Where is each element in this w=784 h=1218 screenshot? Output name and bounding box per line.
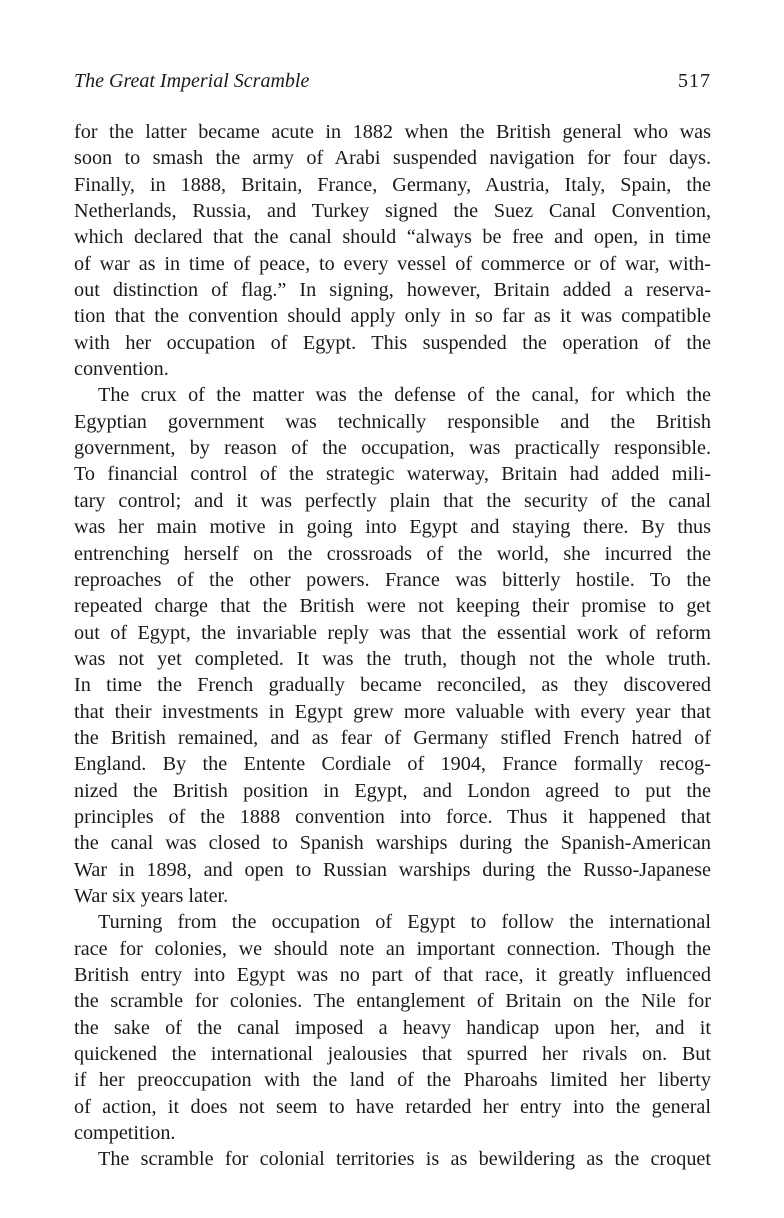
- text-line: with her occupation of Egypt. This suspended the operation of the: [74, 331, 711, 354]
- text-line: competition.: [74, 1122, 176, 1145]
- text-line: repeated charge that the British were not keeping their promise to get: [74, 595, 711, 618]
- paragraph: [74, 119, 711, 382]
- text-line: Netherlands, Russia, and Turkey signed the Suez Canal Convention,: [74, 200, 711, 223]
- text-line: if her preoccupation with the land of the Pharoahs limited her liberty: [74, 1069, 711, 1092]
- text-line: of war as in time of peace, to every vessel of commerce or of war, with-: [74, 252, 711, 275]
- text-line: the British remained, and as fear of Germany stifled French hatred of: [74, 726, 711, 749]
- body-text: [74, 119, 711, 1173]
- text-line: War six years later.: [74, 884, 229, 907]
- running-head: [74, 70, 711, 94]
- text-line: To financial control of the strategic waterway, Britain had added mili-: [74, 463, 711, 486]
- text-line: the sake of the canal imposed a heavy handicap upon her, and it: [74, 1016, 711, 1039]
- running-title: The Great Imperial Scramble: [74, 70, 310, 92]
- text-line: War in 1898, and open to Russian warships during the Russo-Japanese: [74, 858, 711, 881]
- text-line: tary control; and it was perfectly plain that the security of the canal: [74, 489, 711, 512]
- text-line: the scramble for colonies. The entanglement of Britain on the Nile for: [74, 990, 711, 1013]
- text-line: was her main motive in going into Egypt and staying there. By thus: [74, 516, 711, 539]
- text-line: Finally, in 1888, Britain, France, Germany, Austria, Italy, Spain, the: [74, 173, 711, 196]
- text-line: for the latter became acute in 1882 when the British general who was: [74, 121, 711, 143]
- text-line: which declared that the canal should “always be free and open, in time: [74, 226, 711, 249]
- text-line: principles of the 1888 convention into force. Thus it happened that: [74, 805, 711, 828]
- text-line: race for colonies, we should note an important connection. Though the: [74, 937, 711, 960]
- text-line: The crux of the matter was the defense of the canal, for which the: [98, 384, 711, 407]
- text-line: the canal was closed to Spanish warships during the Spanish-American: [74, 832, 711, 855]
- text-line: Turning from the occupation of Egypt to follow the international: [98, 911, 711, 934]
- text-line: out distinction of flag.” In signing, however, Britain added a reserva-: [74, 279, 711, 302]
- text-line: that their investments in Egypt grew more valuable with every year that: [74, 700, 711, 723]
- text-line: was not yet completed. It was the truth, though not the whole truth.: [74, 647, 711, 670]
- text-line: convention.: [74, 358, 169, 381]
- text-line: government, by reason of the occupation, was practically responsible.: [74, 437, 711, 460]
- text-line: reproaches of the other powers. France was bitterly hostile. To the: [74, 568, 711, 591]
- paragraph: [74, 909, 711, 1146]
- text-line: nized the British position in Egypt, and London agreed to put the: [74, 779, 711, 802]
- text-line: tion that the convention should apply only in so far as it was compatible: [74, 305, 711, 328]
- text-line: soon to smash the army of Arabi suspended navigation for four days.: [74, 147, 711, 170]
- text-line: In time the French gradually became reconciled, as they discovered: [74, 674, 711, 697]
- text-line: of action, it does not seem to have retarded her entry into the general: [74, 1095, 711, 1118]
- text-line: Egyptian government was technically responsible and the British: [74, 410, 711, 433]
- text-line: England. By the Entente Cordiale of 1904, France formally recog-: [74, 753, 711, 776]
- text-line: The scramble for colonial territories is as bewildering as the croquet: [98, 1148, 711, 1171]
- text-line: entrenching herself on the crossroads of the world, she incurred the: [74, 542, 711, 565]
- text-line: British entry into Egypt was no part of that race, it greatly influenced: [74, 964, 711, 986]
- text-line: out of Egypt, the invariable reply was that the essential work of reform: [74, 621, 711, 644]
- page-number: 517: [678, 70, 711, 92]
- paragraph: [74, 382, 711, 909]
- text-line: quickened the international jealousies that spurred her rivals on. But: [74, 1043, 711, 1066]
- paragraph: [74, 1146, 711, 1172]
